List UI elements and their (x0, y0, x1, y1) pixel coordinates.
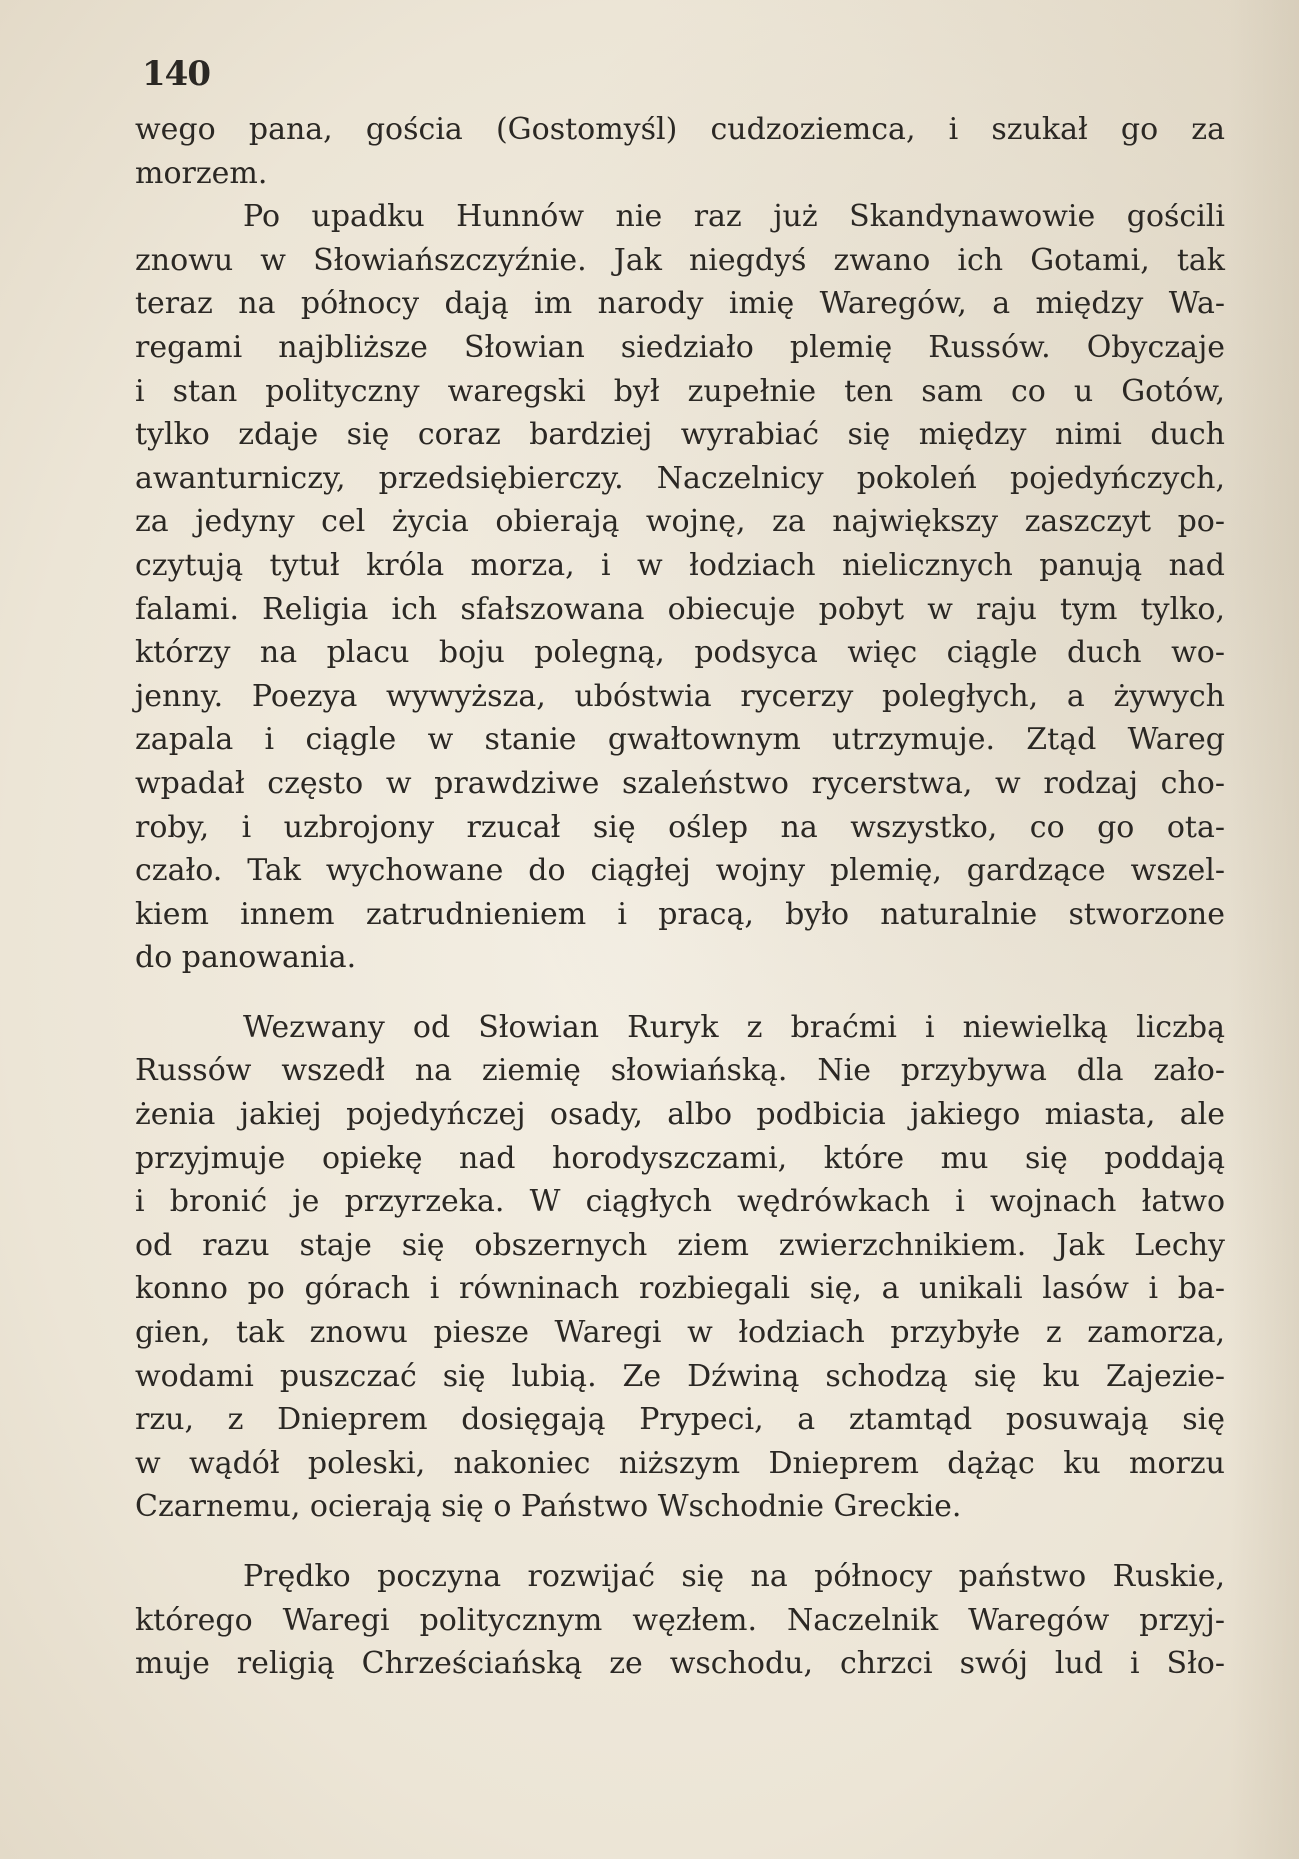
text-line: w wądół poleski, nakoniec niższym Dnieprem dążąc ku morzu (135, 1445, 1225, 1481)
text-line: rzu, z Dnieprem dosięgają Prypeci, a ztamtąd posuwają się (135, 1402, 1225, 1438)
text-line: którego Waregi politycznym węzłem. Naczelnik Waregów przyj- (135, 1602, 1225, 1638)
text-line: muje religią Chrześciańską ze wschodu, chrzci swój lud i Sło- (135, 1646, 1225, 1682)
text-line: wego pana, gościa (Gostomyśl) cudzoziemca, i szukał go za (135, 112, 1225, 147)
paragraph (135, 195, 1225, 980)
text-line: gien, tak znowu piesze Waregi w łodziach przybyłe z zamorza, (135, 1315, 1225, 1351)
paragraph-gap (135, 1529, 1225, 1555)
paragraph (135, 108, 1225, 195)
text-line: czytują tytuł króla morza, i w łodziach nielicznych panują nad (135, 547, 1225, 583)
body-text (135, 108, 1225, 1686)
text-line: znowu w Słowiańszczyźnie. Jak niegdyś zwano ich Gotami, tak (135, 242, 1225, 278)
paragraph (135, 1006, 1225, 1529)
text-line: żenia jakiej pojedyńczej osady, albo podbicia jakiego miasta, ale (135, 1097, 1225, 1133)
text-line: kiem innem zatrudnieniem i pracą, było naturalnie stworzone (135, 896, 1225, 932)
text-line: falami. Religia ich sfałszowana obiecuje pobyt w raju tym tylko, (135, 591, 1225, 627)
text-line: konno po górach i równinach rozbiegali się, a unikali lasów i ba- (135, 1271, 1225, 1307)
text-line: do panowania. (135, 940, 357, 976)
text-line: czało. Tak wychowane do ciągłej wojny plemię, gardzące wszel- (135, 853, 1225, 889)
page-number: 140 (142, 54, 210, 94)
text-line: i bronić je przyrzeka. W ciągłych wędrówkach i wojnach łatwo (135, 1184, 1225, 1220)
text-line: regami najbliższe Słowian siedziało plemię Russów. Obyczaje (135, 329, 1225, 365)
text-line: i stan polityczny waregski był zupełnie ten sam co u Gotów, (135, 373, 1225, 409)
text-line: Czarnemu, ocierają się o Państwo Wschodnie Greckie. (135, 1489, 962, 1525)
text-line: wpadał często w prawdziwe szaleństwo rycerstwa, w rodzaj cho- (135, 765, 1225, 801)
text-line: od razu staje się obszernych ziem zwierzchnikiem. Jak Lechy (135, 1227, 1225, 1263)
paragraph (135, 1555, 1225, 1686)
paragraph-gap (135, 980, 1225, 1006)
text-line: awanturniczy, przedsiębierczy. Naczelnicy pokoleń pojedyńczych, (135, 460, 1225, 496)
text-line: przyjmuje opiekę nad horodyszczami, które mu się poddają (135, 1140, 1225, 1176)
text-line: teraz na północy dają im narody imię Waregów, a między Wa- (135, 286, 1225, 322)
text-line: wodami puszczać się lubią. Ze Dźwiną schodzą się ku Zajezie- (135, 1358, 1225, 1394)
text-line: Russów wszedł na ziemię słowiańską. Nie przybywa dla zało- (135, 1053, 1225, 1089)
text-line: za jedyny cel życia obierają wojnę, za największy zaszczyt po- (135, 504, 1225, 540)
text-line: jenny. Poezya wywyższa, ubóstwia rycerzy poległych, a żywych (135, 678, 1225, 714)
text-line: Po upadku Hunnów nie raz już Skandynawowie gościli (243, 199, 1225, 235)
page-edge-shadow (1229, 0, 1299, 1859)
text-line: zapala i ciągle w stanie gwałtownym utrzymuje. Ztąd Wareg (135, 722, 1225, 758)
text-line: Prędko poczyna rozwijać się na północy państwo Ruskie, (243, 1559, 1225, 1594)
text-line: roby, i uzbrojony rzucał się oślep na wszystko, co go ota- (135, 809, 1225, 845)
text-line: Wezwany od Słowian Ruryk z braćmi i niewielką liczbą (243, 1009, 1225, 1045)
text-line: morzem. (135, 155, 268, 191)
text-line: tylko zdaje się coraz bardziej wyrabiać się między nimi duch (135, 417, 1225, 453)
text-line: którzy na placu boju polegną, podsyca więc ciągle duch wo- (135, 635, 1225, 671)
